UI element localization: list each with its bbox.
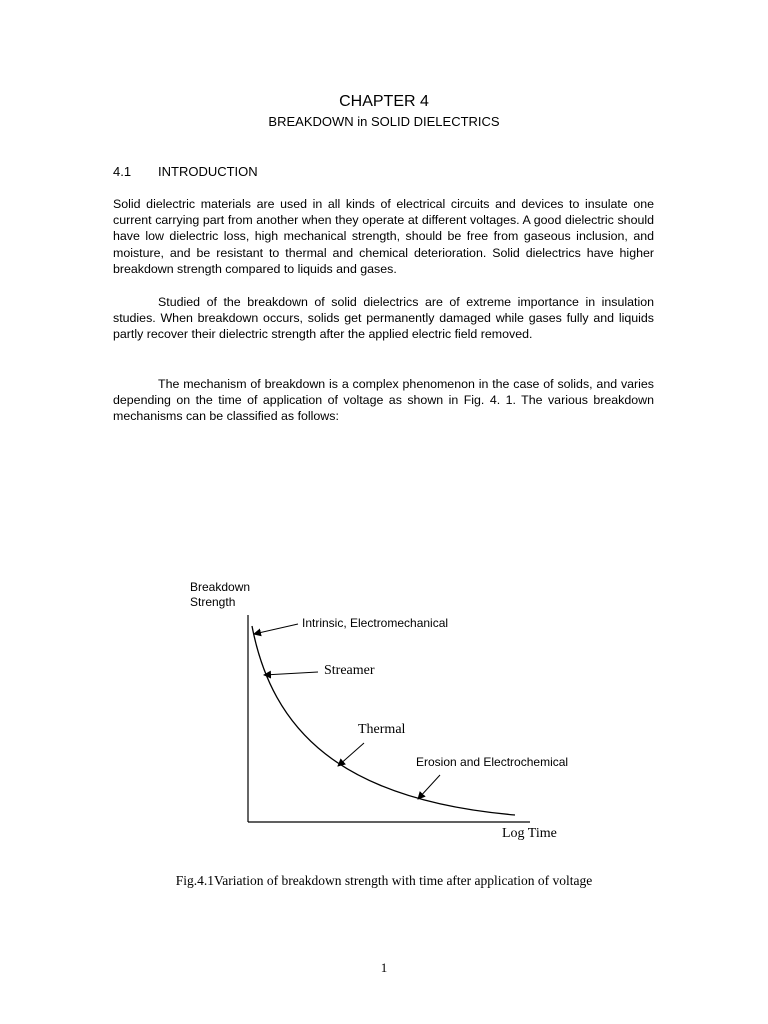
chapter-subtitle: BREAKDOWN in SOLID DIELECTRICS xyxy=(268,114,500,129)
section-title: INTRODUCTION xyxy=(158,164,258,179)
y-axis-label xyxy=(190,580,250,610)
paragraph-mechanism: The mechanism of breakdown is a complex phenomenon in the case of solids, and varies depending on the time of application of voltage as shown in Fig. 4. 1. The various breakdown mechanisms can be classified as follows: xyxy=(113,377,654,424)
y-axis-label-line2: Strength xyxy=(190,595,236,609)
label-intrinsic: Intrinsic, Electromechanical xyxy=(302,616,449,630)
x-axis-label: Log Time xyxy=(502,826,557,841)
label-thermal: Thermal xyxy=(358,722,406,737)
paragraph-breakdown-studies: Studied of the breakdown of solid dielectrics are of extreme importance in insulation studies. When breakdown occurs, solids get permanently damaged while gases fully and liquids partly recover their dielectric strength after the applied electric field removed. xyxy=(113,295,654,342)
arrow-intrinsic xyxy=(254,624,298,634)
figure-breakdown-strength xyxy=(0,570,768,850)
label-erosion: Erosion and Electrochemical xyxy=(416,755,569,769)
arrow-streamer xyxy=(264,672,318,675)
chapter-title: CHAPTER 4 xyxy=(339,93,429,110)
figure-graphic xyxy=(0,570,768,850)
section-number: 4.1 xyxy=(113,164,132,179)
arrow-erosion xyxy=(418,775,440,799)
section-heading xyxy=(113,164,258,179)
figure-caption: Fig.4.1Variation of breakdown strength with time after application of voltage xyxy=(175,873,593,888)
paragraph-introduction: Solid dielectric materials are used in all kinds of electrical circuits and devices to insulate one current carrying part from another when they operate at different voltages. A good dielectric should have low dielectric loss, high mechanical strength, should be free from gaseous inclusion, and moisture, and be resistant to thermal and chemical deterioration. Solid dielectrics have higher breakdown strength compared to liquids and gases. xyxy=(113,197,654,276)
label-streamer: Streamer xyxy=(324,663,375,678)
page-number: 1 xyxy=(380,960,388,975)
breakdown-curve xyxy=(252,626,515,815)
arrow-thermal xyxy=(338,743,364,766)
y-axis-label-line1: Breakdown xyxy=(190,580,251,594)
